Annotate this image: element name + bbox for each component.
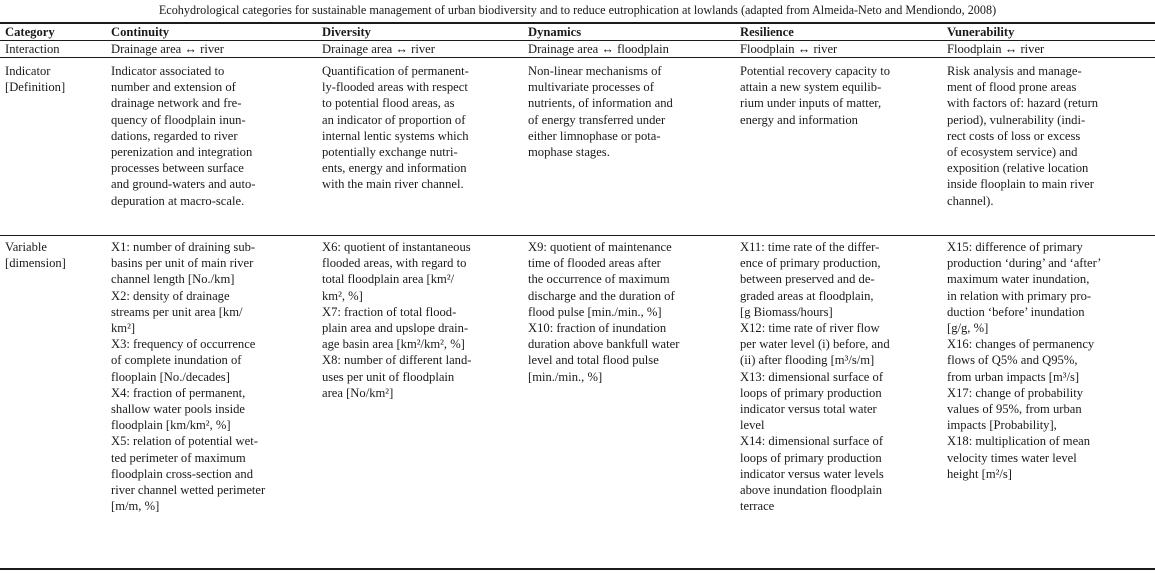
cell-line: above inundation floodplain [740, 483, 882, 498]
header-diversity: Diversity [322, 25, 371, 39]
cell-line: processes between surface [111, 161, 244, 176]
cell-line: of ecosystem service) and [947, 145, 1078, 160]
cell-line: between preserved and de- [740, 272, 875, 287]
indicator-continuity [111, 63, 255, 209]
cell-line: X8: number of different land- [322, 353, 472, 368]
cell-line: ment of flood prone areas [947, 80, 1077, 95]
variable-label-line: Variable [5, 240, 47, 254]
cell-line: area [No/km²] [322, 385, 394, 400]
cell-line: multivariate processes of [528, 80, 654, 95]
cell-line: nutrients, of information and [528, 96, 673, 111]
cell-line: [min./min., %] [528, 369, 603, 384]
cell-line: X4: fraction of permanent, [111, 385, 246, 400]
cell-line: with the main river channel. [322, 177, 464, 192]
variable-dynamics [528, 239, 679, 385]
cell-line: ence of primary production, [740, 256, 881, 271]
cell-line: drainage network and fre- [111, 96, 242, 111]
cell-line: Non-linear mechanisms of [528, 64, 662, 78]
cell-line: X17: change of probability [947, 385, 1084, 400]
header-dynamics: Dynamics [528, 25, 582, 39]
cell-line: Indicator associated to [111, 64, 225, 78]
cell-line: X16: changes of permanency [947, 337, 1095, 352]
cell-line: depuration at macro-scale. [111, 193, 245, 208]
cell-line: flood pulse [min./min., %] [528, 304, 662, 319]
cell-line: inside flooplain to main river [947, 177, 1094, 192]
cell-line: terrace [740, 499, 775, 514]
cell-line: the occurrence of maximum [528, 272, 670, 287]
indicator-vulnerability [947, 63, 1098, 209]
header-category: Category [5, 25, 55, 39]
cell-line: in relation with primary pro- [947, 288, 1092, 303]
interaction-vulnerability: Floodplain ↔ river [947, 42, 1045, 56]
cell-line: Risk analysis and manage- [947, 64, 1082, 78]
cell-line: discharge and the duration of [528, 288, 675, 303]
cell-line: either limnophase or pota- [528, 128, 661, 143]
cell-line: X15: difference of primary [947, 240, 1083, 254]
cell-line: X6: quotient of instantaneous [322, 240, 471, 254]
cell-line: ents, energy and information [322, 161, 467, 176]
cell-line: with factors of: hazard (return [947, 96, 1099, 111]
indicator-dynamics [528, 63, 673, 160]
cell-line: X3: frequency of occurrence [111, 337, 256, 352]
cell-line: energy and information [740, 112, 858, 127]
cell-line: mophase stages. [528, 145, 610, 160]
cell-line: X12: time rate of river flow [740, 321, 880, 336]
cell-line: of energy transferred under [528, 112, 666, 127]
interaction-continuity: Drainage area ↔ river [111, 42, 224, 56]
cell-line: Quantification of permanent- [322, 64, 469, 78]
variable-continuity [111, 239, 265, 514]
cell-line: an indicator of proportion of [322, 112, 466, 127]
cell-line: km², %] [322, 288, 363, 303]
cell-line: rium under inputs of matter, [740, 96, 882, 111]
table-caption: Ecohydrological categories for sustainable management of urban biodiversity and to reduce eutrophication at lowlands (adapted from Almeida-Neto and Mendiondo, 2008) [158, 3, 997, 17]
cell-line: X2: density of drainage [111, 288, 230, 303]
cell-line: Potential recovery capacity to [740, 64, 891, 78]
cell-line: internal lentic systems which [322, 128, 469, 143]
cell-line: production ‘during’ and ‘after’ [947, 256, 1102, 271]
cell-line: height [m²/s] [947, 466, 1012, 481]
cell-line: number and extension of [111, 80, 236, 95]
cell-line: period), vulnerability (indi- [947, 112, 1086, 127]
cell-line: level [740, 418, 765, 433]
variable-label [5, 239, 66, 271]
variable-label-line: [dimension] [5, 256, 66, 271]
variable-resilience [740, 239, 890, 514]
cell-line: basins per unit of main river [111, 256, 254, 271]
header-vulnerability: Vunerability [947, 25, 1015, 39]
cell-line: channel length [No./km] [111, 272, 235, 287]
cell-line: maximum water inundation, [947, 272, 1090, 287]
cell-line: attain a new system equilib- [740, 80, 882, 95]
cell-line: from urban impacts [m³/s] [947, 369, 1080, 384]
cell-line: quency of floodplain inun- [111, 112, 246, 127]
cell-line: [g/g, %] [947, 321, 989, 336]
variable-diversity [322, 239, 471, 401]
cell-line: per water level (i) before, and [740, 337, 890, 352]
header-resilience: Resilience [740, 25, 794, 39]
cell-line: of complete inundation of [111, 353, 242, 368]
cell-line: exposition (relative location [947, 161, 1089, 176]
cell-line: floodplain cross-section and [111, 466, 253, 481]
cell-line: time of flooded areas after [528, 256, 661, 271]
cell-line: ted perimeter of maximum [111, 450, 246, 465]
cell-line: potentially exchange nutri- [322, 145, 458, 160]
cell-line: level and total flood pulse [528, 353, 659, 368]
cell-line: channel). [947, 193, 994, 208]
indicator-label-line: [Definition] [5, 80, 66, 95]
interaction-label: Interaction [5, 42, 60, 56]
cell-line: impacts [Probability], [947, 418, 1057, 433]
cell-line: X5: relation of potential wet- [111, 434, 258, 449]
interaction-dynamics: Drainage area ↔ floodplain [528, 42, 669, 56]
cell-line: total floodplain area [km²/ [322, 272, 455, 287]
cell-line: flooplain [No./decades] [111, 369, 230, 384]
bottom-rule [0, 568, 1155, 570]
cell-line: indicator versus total water [740, 402, 877, 417]
cell-line: X11: time rate of the differ- [740, 240, 880, 254]
cell-line: X1: number of draining sub- [111, 240, 256, 254]
cell-line: (ii) after flooding [m³/s/m] [740, 353, 875, 368]
cell-line: [m/m, %] [111, 499, 160, 514]
indicator-label-line: Indicator [5, 64, 51, 78]
cell-line: ly-flooded areas with respect [322, 80, 468, 95]
cell-line: duration above bankfull water [528, 337, 680, 352]
interaction-resilience: Floodplain ↔ river [740, 42, 838, 56]
indicator-rule [0, 235, 1155, 236]
cell-line: flooded areas, with regard to [322, 256, 467, 271]
cell-line: plain area and upslope drain- [322, 321, 469, 336]
cell-line: duction ‘before’ inundation [947, 304, 1085, 319]
cell-line: river channel wetted perimeter [111, 483, 266, 498]
cell-line: loops of primary production [740, 385, 882, 400]
cell-line: and ground-waters and auto- [111, 177, 256, 192]
cell-line: loops of primary production [740, 450, 882, 465]
cell-line: to potential flood areas, as [322, 96, 455, 111]
cell-line: X13: dimensional surface of [740, 369, 884, 384]
cell-line: rect costs of loss or excess [947, 128, 1081, 143]
cell-line: X14: dimensional surface of [740, 434, 884, 449]
cell-line: shallow water pools inside [111, 402, 245, 417]
cell-line: X18: multiplication of mean [947, 434, 1091, 449]
cell-line: uses per unit of floodplain [322, 369, 455, 384]
cell-line: indicator versus water levels [740, 466, 884, 481]
cell-line: [g Biomass/hours] [740, 304, 833, 319]
cell-line: graded areas at floodplain, [740, 288, 874, 303]
indicator-label [5, 63, 65, 95]
header-continuity: Continuity [111, 25, 170, 39]
cell-line: age basin area [km²/km², %] [322, 337, 465, 352]
indicator-resilience [740, 63, 890, 128]
indicator-diversity [322, 63, 469, 193]
cell-line: flows of Q5% and Q95%, [947, 353, 1078, 368]
cell-line: streams per unit area [km/ [111, 304, 243, 319]
cell-line: perenization and integration [111, 145, 253, 160]
cell-line: floodplain [km/km², %] [111, 418, 231, 433]
cell-line: X7: fraction of total flood- [322, 304, 457, 319]
cell-line: X10: fraction of inundation [528, 321, 667, 336]
variable-vulnerability [947, 239, 1101, 482]
cell-line: dations, regarded to river [111, 128, 238, 143]
cell-line: velocity times water level [947, 450, 1077, 465]
interaction-diversity: Drainage area ↔ river [322, 42, 435, 56]
cell-line: values of 95%, from urban [947, 402, 1082, 417]
cell-line: X9: quotient of maintenance [528, 240, 672, 254]
cell-line: km²] [111, 321, 136, 336]
